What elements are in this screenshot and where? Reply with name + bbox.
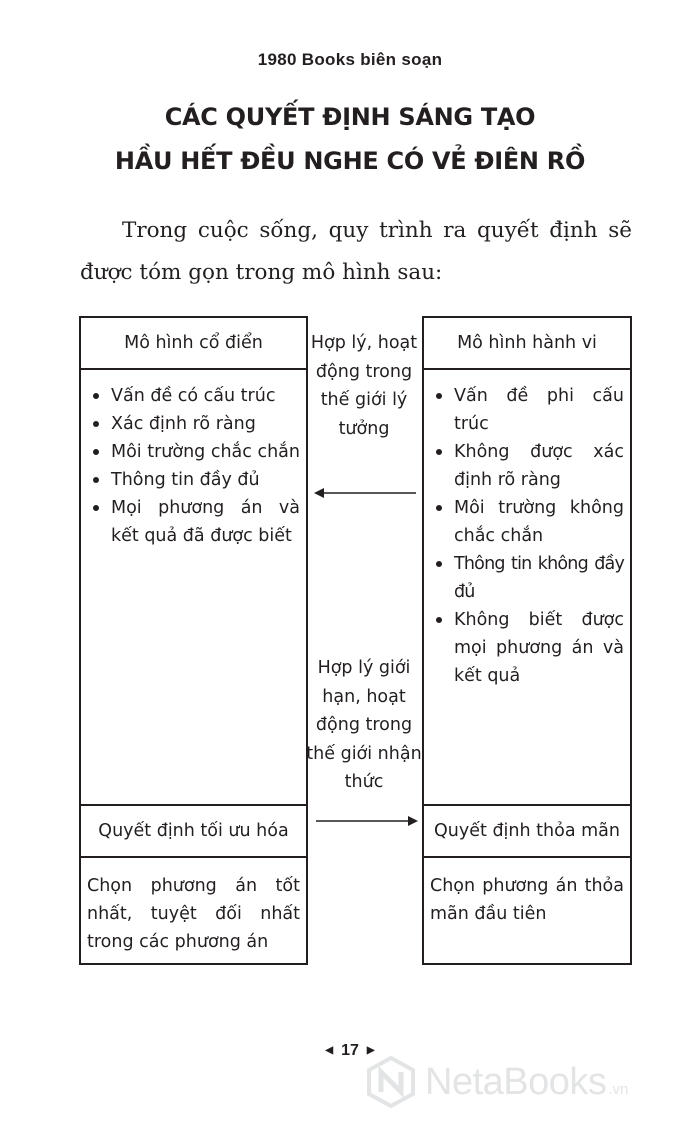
watermark-brand: NetaBooks — [425, 1060, 607, 1103]
intro-paragraph: Trong cuộc sống, quy trình ra quyết định sẽ được tóm gọn trong mô hình sau: — [80, 218, 632, 285]
list-item: Môi trường chắc chắn — [87, 438, 300, 466]
list-item: Vấn đề phi cấu trúc — [430, 382, 624, 438]
list-item: Mọi phương án và kết quả đã được biết — [87, 494, 300, 550]
ideal-rationality-label: Hợp lý, hoạt động trong thế giới lý tưởng — [310, 333, 418, 439]
triangle-right-icon: ▶ — [366, 1045, 375, 1056]
optimizing-decision-description: Chọn phương án tốt nhất, tuyệt đối nhất trong các phương án — [87, 876, 300, 952]
behavioral-model-traits — [424, 370, 630, 806]
triangle-left-icon: ◀ — [325, 1045, 334, 1056]
running-header: 1980 Books biên soạn — [257, 50, 443, 69]
list-item: Thông tin không đầy đủ — [430, 550, 624, 606]
satisficing-decision-label: Quyết định thỏa mãn — [424, 806, 630, 858]
list-item: Không được xác định rõ ràng — [430, 438, 624, 494]
netabooks-logo-icon — [365, 1056, 417, 1108]
left-arrow-icon — [312, 486, 420, 500]
list-item: Vấn đề có cấu trúc — [87, 382, 300, 410]
watermark-suffix: .vn — [608, 1080, 629, 1098]
list-item: Xác định rõ ràng — [87, 410, 300, 438]
classical-model-heading: Mô hình cổ điển — [81, 318, 306, 370]
chapter-title-line-2: HẦU HẾT ĐỀU NGHE CÓ VẺ ĐIÊN RỒ — [114, 147, 586, 175]
satisficing-decision-description: Chọn phương án thỏa mãn đầu tiên — [430, 876, 624, 924]
page-number: 17 — [341, 1042, 359, 1059]
list-item: Thông tin đầy đủ — [87, 466, 300, 494]
bounded-rationality-label: Hợp lý giới hạn, hoạt động trong thế giới nhận thức — [306, 658, 422, 792]
list-item: Môi trường không chắc chắn — [430, 494, 624, 550]
chapter-title-line-1: CÁC QUYẾT ĐỊNH SÁNG TẠO — [164, 103, 536, 131]
list-item: Không biết được mọi phương án và kết quả — [430, 606, 624, 690]
right-arrow-icon — [312, 814, 420, 828]
behavioral-model-box — [422, 316, 632, 965]
classical-model-traits — [81, 370, 306, 806]
behavioral-model-heading: Mô hình hành vi — [424, 318, 630, 370]
classical-model-box — [79, 316, 308, 965]
optimizing-decision-label: Quyết định tối ưu hóa — [81, 806, 306, 858]
watermark — [365, 1052, 695, 1112]
